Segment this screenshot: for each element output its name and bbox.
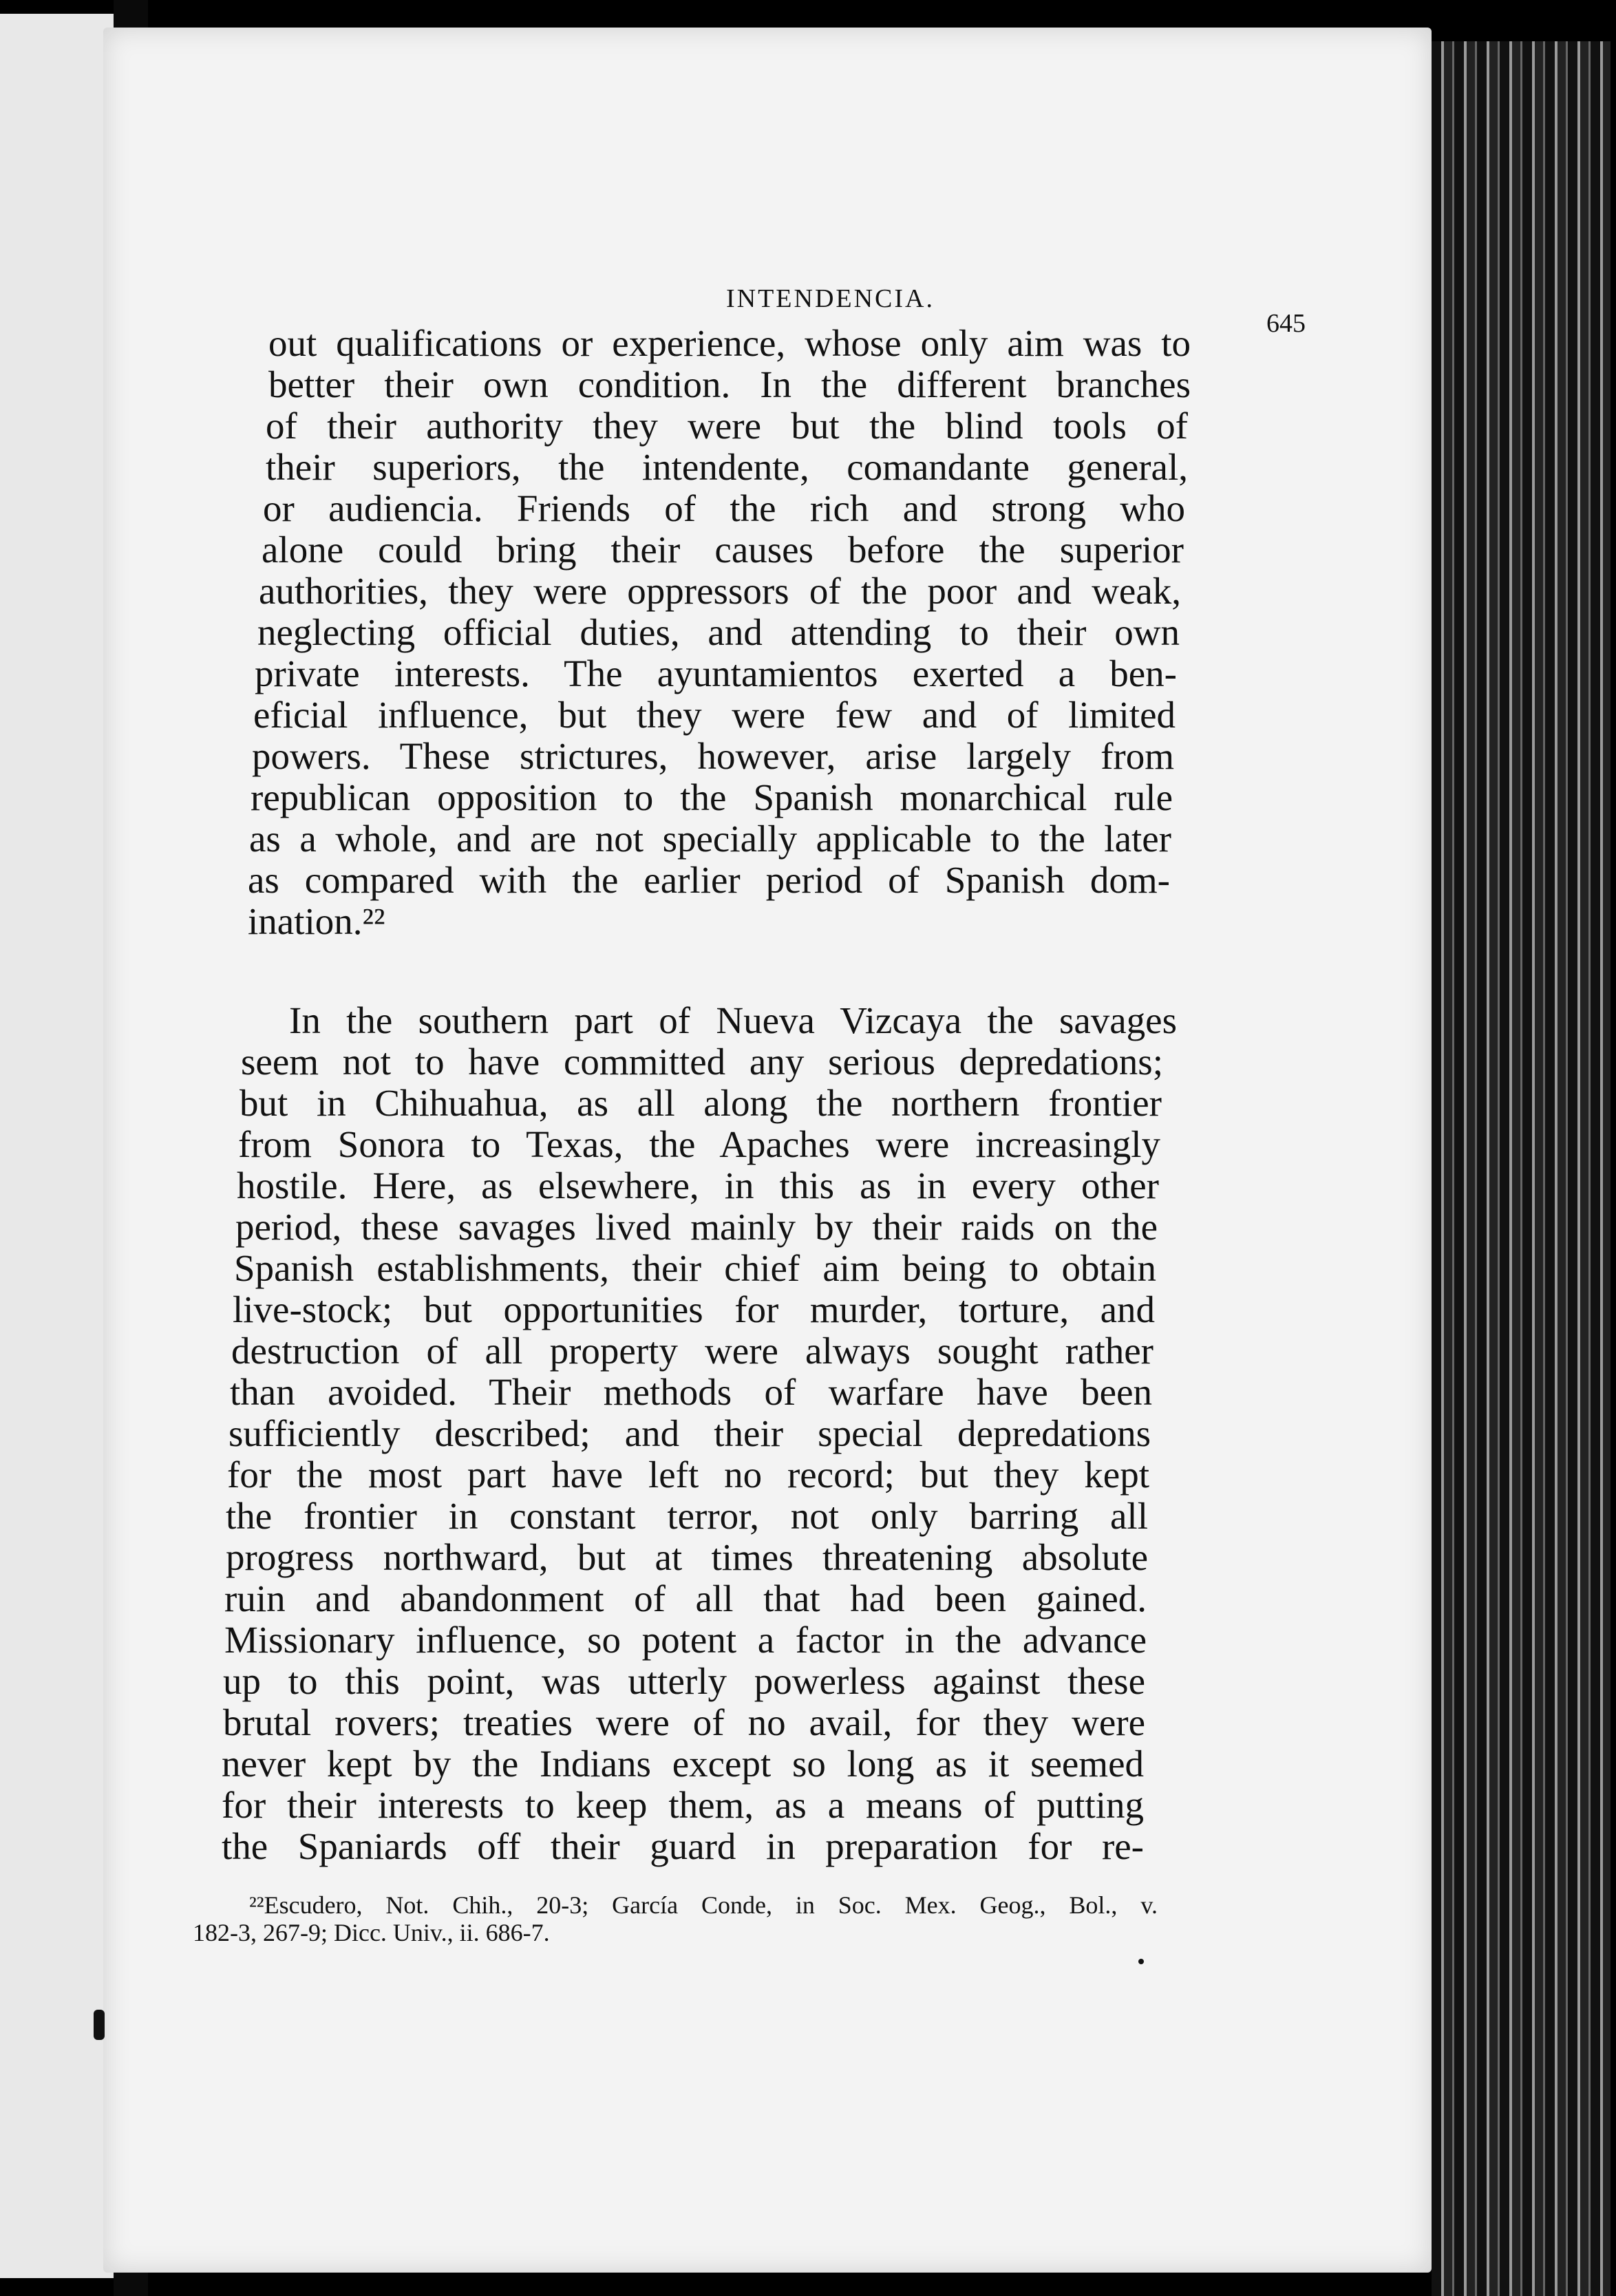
text-line: as compared with the earlier period of Spanish dom- bbox=[248, 859, 1170, 901]
page-number: 645 bbox=[1266, 309, 1306, 338]
text-line: or audiencia. Friends of the rich and strong who bbox=[263, 487, 1185, 529]
text-line: of their authority they were but the blind tools of bbox=[266, 405, 1188, 447]
book-page bbox=[103, 28, 1432, 2273]
text-line: period, these savages lived mainly by their raids on the bbox=[235, 1206, 1158, 1248]
text-line: better their own condition. In the different branches bbox=[268, 363, 1191, 405]
text-line: the Spaniards off their guard in preparation for re- bbox=[222, 1825, 1144, 1867]
text-line: from Sonora to Texas, the Apaches were increasingly bbox=[238, 1123, 1160, 1165]
running-head: INTENDENCIA. bbox=[726, 284, 935, 313]
text-line: neglecting official duties, and attending to their own bbox=[257, 611, 1180, 653]
text-line: private interests. The ayuntamientos exerted a ben- bbox=[255, 652, 1177, 694]
footnote-line: 182-3, 267-9; Dicc. Univ., ii. 686-7. bbox=[193, 1919, 550, 1946]
text-line: republican opposition to the Spanish monarchical rule bbox=[251, 776, 1173, 818]
text-line: destruction of all property were always sought rather bbox=[231, 1330, 1153, 1372]
text-line: authorities, they were oppressors of the poor and weak, bbox=[259, 570, 1181, 612]
facing-page-edge bbox=[0, 14, 118, 2278]
text-line: the frontier in constant terror, not only barring all bbox=[226, 1495, 1148, 1537]
text-line: than avoided. Their methods of warfare have been bbox=[230, 1371, 1152, 1413]
text-line: brutal rovers; treaties were of no avail, for they were bbox=[223, 1701, 1145, 1743]
text-line: powers. These strictures, however, arise largely from bbox=[252, 735, 1174, 777]
book-page-edges bbox=[1432, 41, 1610, 2296]
text-line: their superiors, the intendente, comandante general, bbox=[266, 446, 1188, 488]
text-line: eficial influence, but they were few and of limited bbox=[253, 694, 1176, 736]
text-line: alone could bring their causes before the superior bbox=[262, 529, 1184, 571]
text-line: Spanish establishments, their chief aim being to obtain bbox=[234, 1247, 1156, 1289]
text-line: ruin and abandonment of all that had been gained. bbox=[224, 1577, 1147, 1619]
text-line: but in Chihuahua, as all along the northern frontier bbox=[240, 1082, 1162, 1124]
text-line: progress northward, but at times threatening absolute bbox=[226, 1536, 1148, 1578]
text-line: ination.²² bbox=[248, 900, 385, 942]
ink-speck bbox=[1138, 1959, 1144, 1964]
ink-speck bbox=[94, 2010, 105, 2040]
text-line: live-stock; but opportunities for murder, torture, and bbox=[233, 1288, 1155, 1330]
text-line: seem not to have committed any serious depredations; bbox=[241, 1041, 1163, 1083]
text-line: up to this point, was utterly powerless against these bbox=[223, 1660, 1145, 1702]
text-line: sufficiently described; and their special depredations bbox=[228, 1412, 1151, 1454]
text-line: Missionary influence, so potent a factor in the advance bbox=[224, 1619, 1147, 1661]
text-line: out qualifications or experience, whose only aim was to bbox=[268, 322, 1191, 364]
text-line: for the most part have left no record; but they kept bbox=[227, 1454, 1149, 1496]
text-line: In the southern part of Nueva Vizcaya the savages bbox=[289, 999, 1177, 1041]
text-line: for their interests to keep them, as a means of putting bbox=[222, 1784, 1144, 1826]
text-line: as a whole, and are not specially applicable to the later bbox=[249, 818, 1171, 860]
footnote-line: ²²Escudero, Not. Chih., 20-3; García Conde, in Soc. Mex. Geog., Bol., v. bbox=[249, 1891, 1158, 1919]
text-line: never kept by the Indians except so long as it seemed bbox=[222, 1743, 1144, 1785]
text-line: hostile. Here, as elsewhere, in this as in every other bbox=[237, 1165, 1159, 1207]
